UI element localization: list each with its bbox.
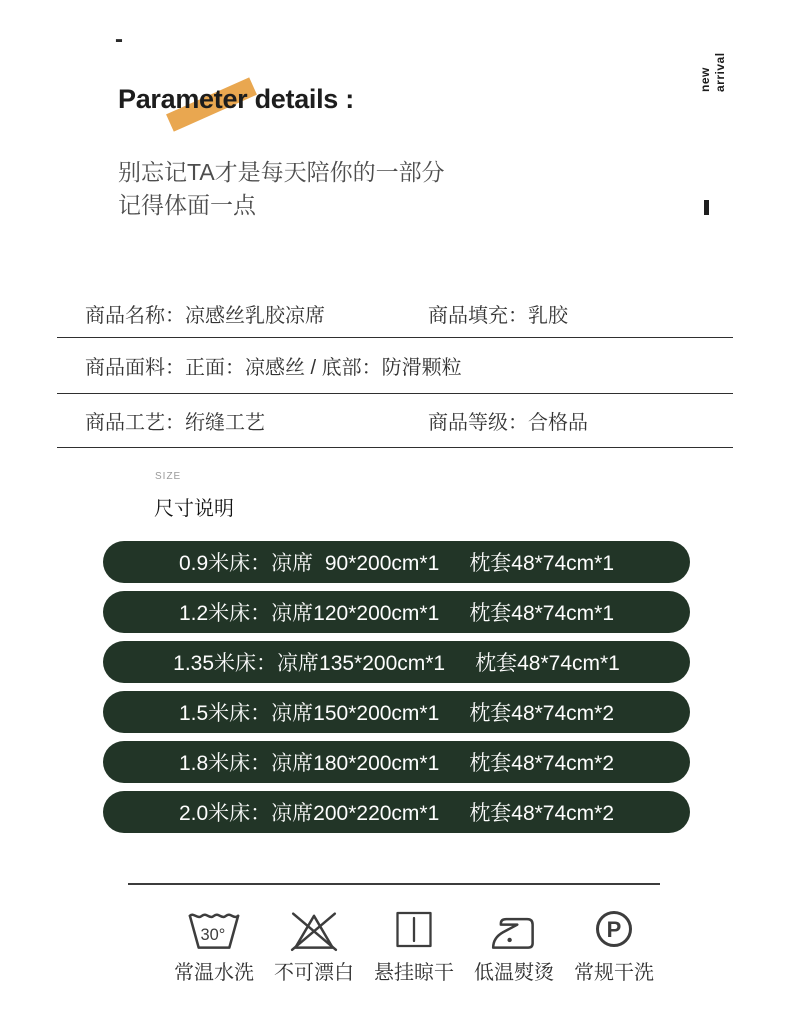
- do-not-bleach-icon: [284, 906, 344, 952]
- care-instructions: [168, 906, 660, 985]
- care-item-wash: [168, 906, 260, 985]
- size-row-1-35m: [103, 641, 690, 683]
- care-label-wash: 常温水洗: [174, 962, 254, 984]
- size-row-left: 1.35米床：凉席135*200cm*1: [173, 652, 446, 675]
- size-row-2-0m: [103, 791, 690, 833]
- care-item-dry-clean: [568, 906, 660, 985]
- new-arrival-line2: arrival: [713, 52, 727, 92]
- subtitle-line2: 记得体面一点: [118, 192, 256, 218]
- new-arrival-vertical-text: [678, 22, 748, 92]
- size-row-0-9m: [103, 541, 690, 583]
- size-row-left: 1.2米床：凉席120*200cm*1: [178, 602, 440, 625]
- dry-clean-icon: [587, 906, 641, 952]
- size-row-left: 1.8米床：凉席180*200cm*1: [178, 752, 440, 775]
- care-label-hang-dry: 悬挂晾干: [374, 962, 454, 984]
- size-eyebrow-label: SIZE: [155, 471, 182, 482]
- size-row-right: 枕套48*74cm*1: [469, 602, 615, 625]
- care-item-hang-dry: [368, 906, 460, 985]
- care-label-dry-clean: 常规干洗: [574, 962, 654, 984]
- size-row-right: 枕套48*74cm*1: [469, 552, 614, 575]
- care-item-no-bleach: [268, 906, 360, 985]
- care-item-iron: [468, 906, 560, 985]
- care-label-iron: 低温熨烫: [474, 962, 554, 984]
- side-tick-mark: [704, 200, 709, 215]
- spec-product-grade: 商品等级：合格品: [428, 412, 588, 434]
- wash-temp-text: 30°: [200, 925, 226, 944]
- size-section-heading: 尺寸说明: [154, 498, 234, 520]
- size-row-right: 枕套48*74cm*2: [469, 802, 615, 825]
- subtitle-line1: 别忘记TA才是每天陪你的一部分: [118, 159, 445, 185]
- bottom-divider: [128, 883, 660, 885]
- spec-product-fabric: 商品面料：正面：凉感丝 / 底部：防滑颗粒: [85, 357, 462, 379]
- size-row-right: 枕套48*74cm*1: [475, 652, 620, 675]
- iron-low-heat-icon: [484, 906, 544, 952]
- size-row-right: 枕套48*74cm*2: [469, 702, 615, 725]
- section-title: [118, 84, 354, 115]
- spec-row-craft-grade: [57, 394, 733, 448]
- size-list: [103, 541, 690, 841]
- page-title: Parameter details :: [118, 84, 354, 114]
- spec-row-name-filling: [57, 289, 733, 338]
- spec-row-fabric: [57, 338, 733, 394]
- new-arrival-line1: new: [698, 67, 712, 92]
- wash-tub-30-icon: [181, 906, 247, 952]
- size-row-left: 1.5米床：凉席150*200cm*1: [178, 702, 440, 725]
- size-row-left: 0.9米床：凉席 90*200cm*1: [178, 552, 440, 575]
- spec-product-craft: 商品工艺：绗缝工艺: [85, 412, 265, 434]
- size-row-1-8m: [103, 741, 690, 783]
- top-dash-mark: -: [115, 26, 123, 53]
- dry-clean-symbol: P: [606, 917, 622, 942]
- size-row-left: 2.0米床：凉席200*220cm*1: [178, 802, 440, 825]
- spec-product-filling: 商品填充：乳胶: [428, 304, 568, 327]
- size-row-1-2m: [103, 591, 690, 633]
- size-row-right: 枕套48*74cm*2: [469, 752, 615, 775]
- spec-table: [57, 289, 733, 448]
- spec-product-name: 商品名称：凉感丝乳胶凉席: [85, 304, 325, 327]
- care-label-no-bleach: 不可漂白: [274, 962, 354, 984]
- subtitle: [118, 156, 445, 222]
- hang-dry-icon: [387, 906, 441, 952]
- size-row-1-5m: [103, 691, 690, 733]
